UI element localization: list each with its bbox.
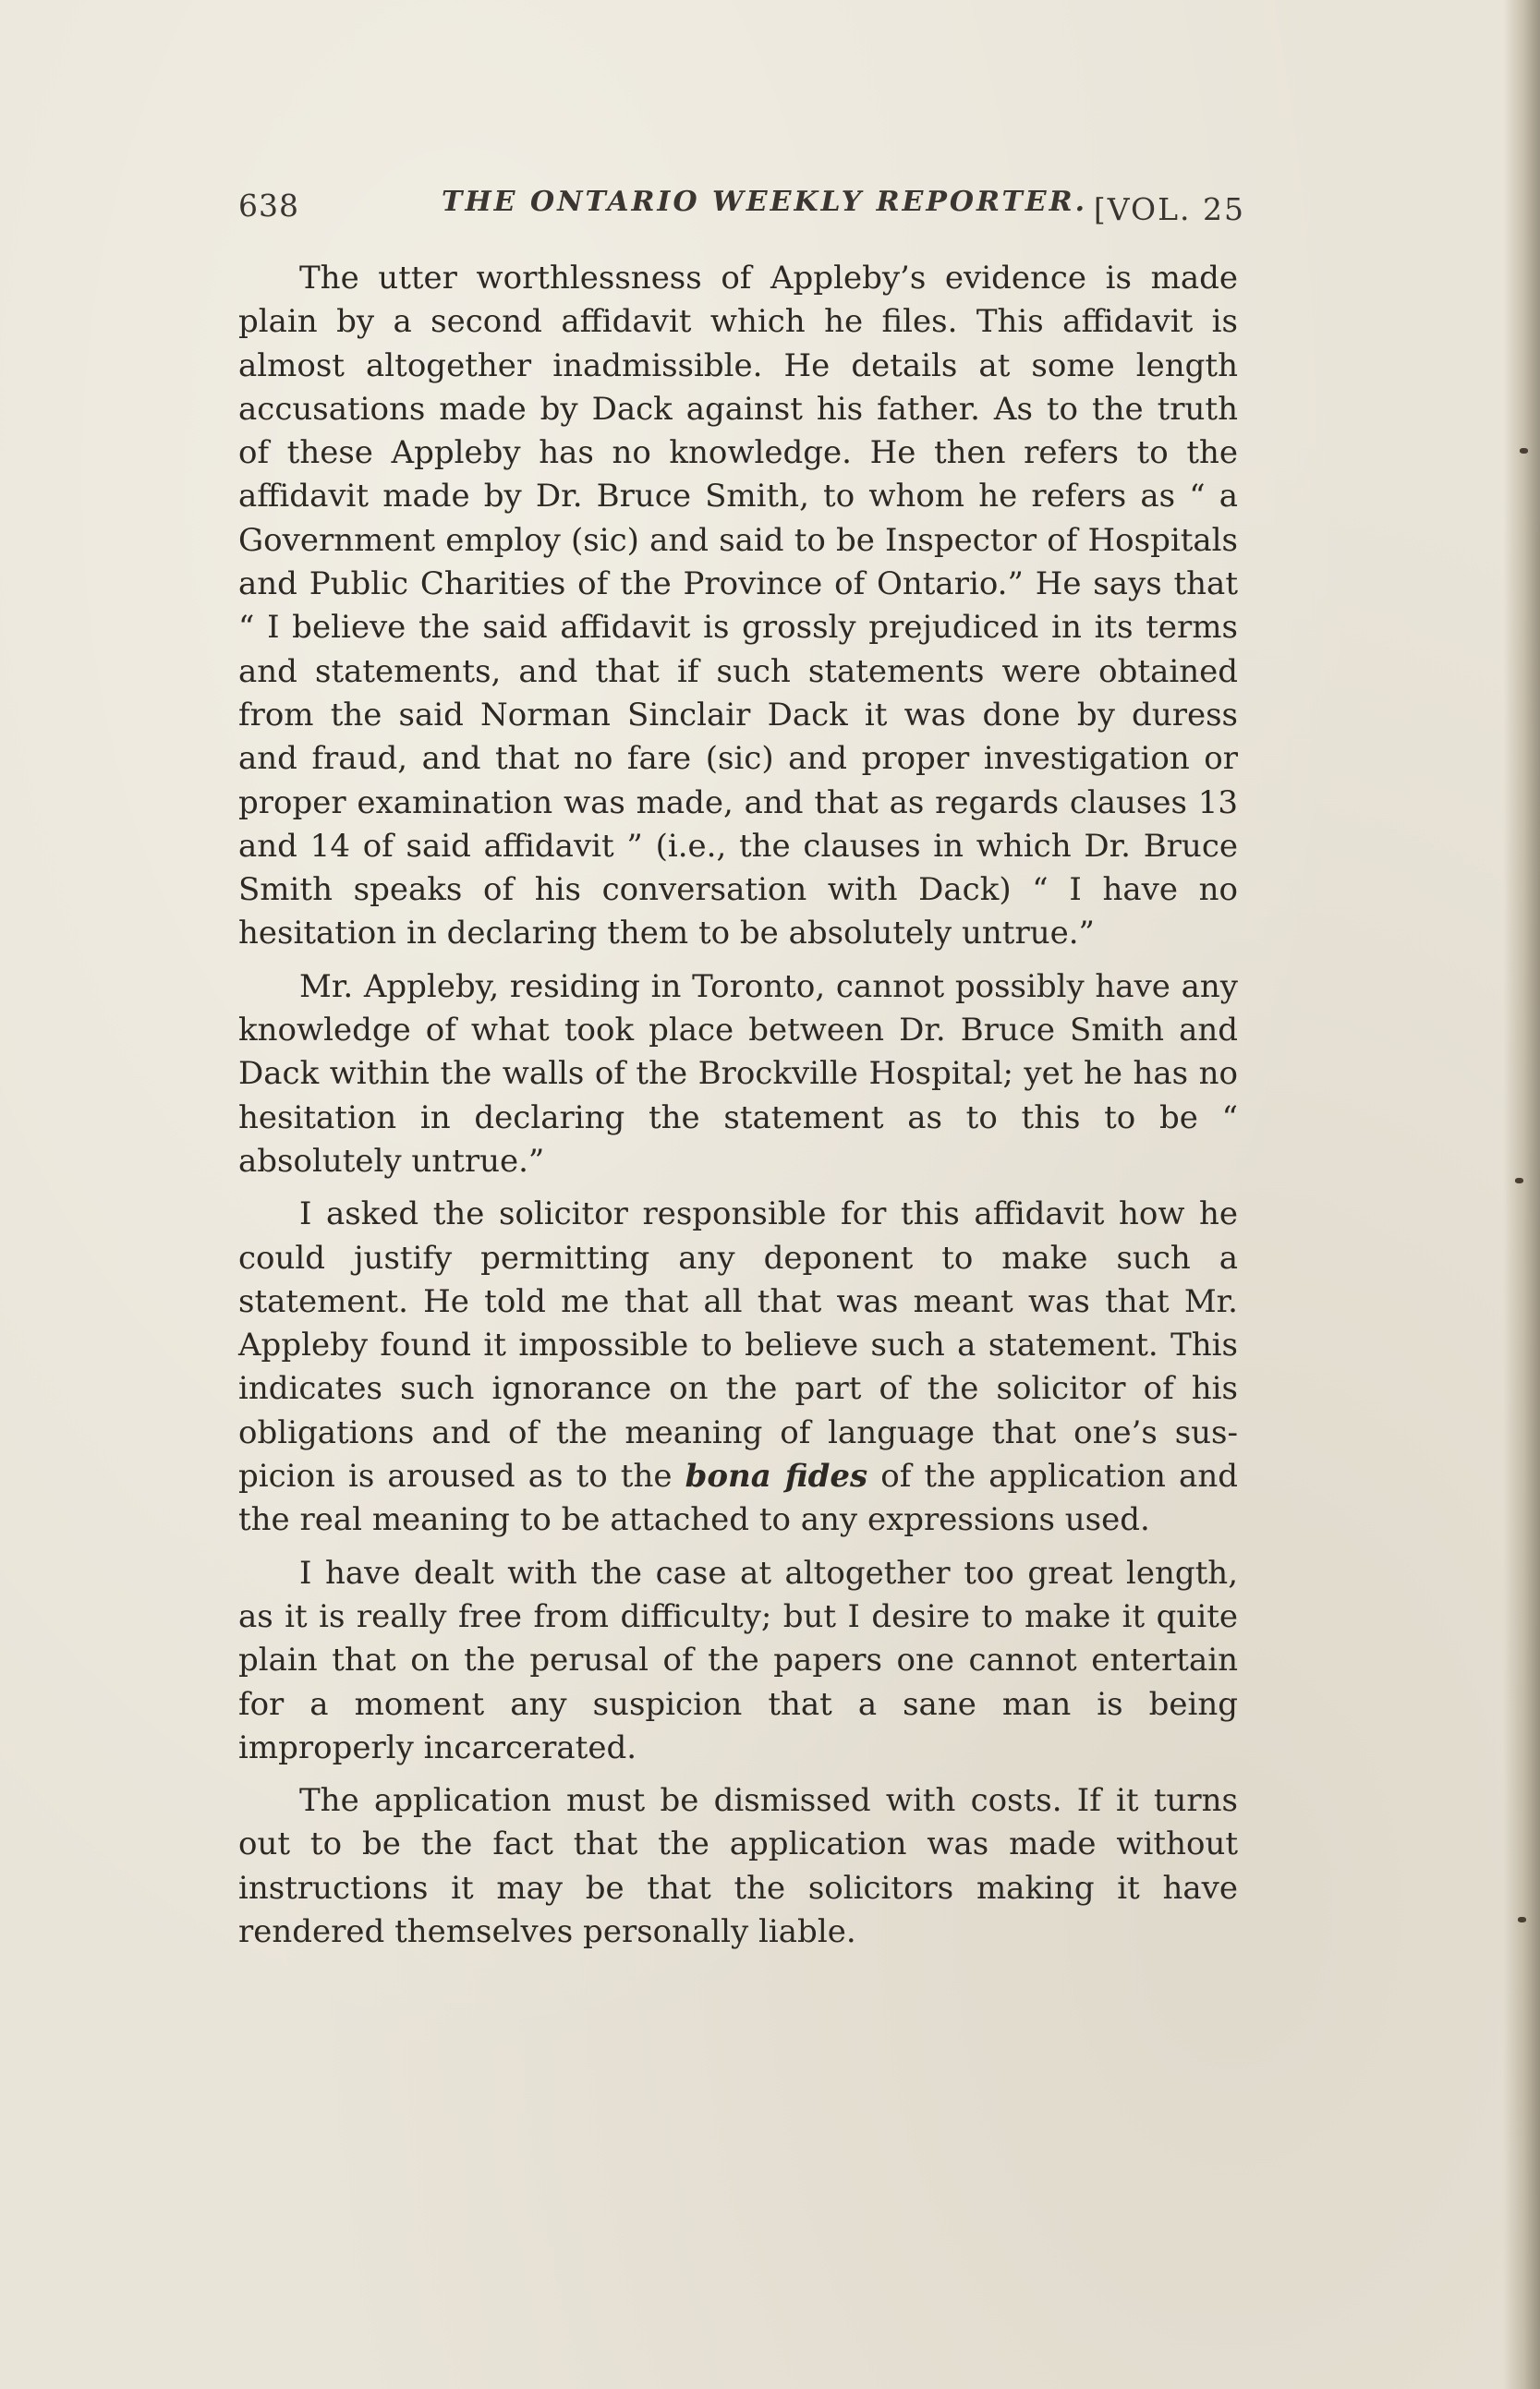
paper-speck: [1520, 448, 1528, 454]
paragraph-solicitor-part2: of the application and the real meaning to be attached to any expressions used.: [238, 1458, 1238, 1539]
paper-speck: [1518, 1917, 1526, 1922]
volume-label: [VOL. 25: [1093, 191, 1245, 227]
paragraph-appleby-affidavit: The utter worthlessness of Appleby’s evidence is made plain by a second affidavit which he files. This affidavit is almost altogether inadmissible. He details at some length accusations made by Dack against his father. As to the truth of these Appleby has no knowledge. He then refers to the affidavit made by Dr. Bruce Smith, to whom he refers as “ a Government employ (sic) and said to be Inspector of Hospitals and Public Charities of the Province of Ontario.” He says that “ I believe the said affidavit is grossly prejudiced in its terms and statements, and that if such statements were obtained from the said Norman Sinclair Dack it was done by duress and fraud, and that no fare (sic) and proper investigation or proper examination was made, and that as regards clauses 13 and 14 of said affidavit ” (i.e., the clauses in which Dr. Bruce Smith speaks of his conversation with Dack) “ I have no hesitation in declaring them to be absolutely untrue.”: [238, 260, 1238, 952]
paragraph-toronto: Mr. Appleby, residing in Toronto, cannot possibly have any knowledge of what took place between Dr. Bruce Smith and Dack within the walls of the Brockville Hospital; yet he has no hesitation in declaring the statement as to this to be “ absolutely untrue.”: [238, 967, 1238, 1180]
paper-speck: [1515, 1178, 1523, 1183]
page-edge-shadow: [1503, 0, 1540, 2389]
paragraph-dismissed: The application must be dismissed with costs. If it turns out to be the fact that the application was made without instructions it may be that the solicitors making it have rendered themselves personally liable.: [238, 1782, 1238, 1950]
bona-fides-emphasis: bona fides: [685, 1458, 868, 1496]
paragraph-solicitor: [238, 1193, 1238, 1542]
journal-title: THE ONTARIO WEEKLY REPORTER.: [442, 186, 1088, 218]
paragraph-dealt-with-case: I have dealt with the case at altogether too great length, as it is really free from difficulty; but I desire to make it quite plain that on the perusal of the papers one cannot entertain for a moment any suspicion that a sane man is being improperly incarcerated.: [238, 1554, 1238, 1766]
running-head: [238, 180, 1245, 236]
page-number: 638: [238, 188, 299, 224]
paragraph-solicitor-part1: I asked the solicitor responsible for this affidavit how he could justify permitting any deponent to make such a statement. He told me that all that was meant was that Mr. Appleby found it impossible to believe such a statement. This indicates such ignorance on the part of the solicitor of his obligations and of the meaning of language that one’s suspicion is aroused as to the: [238, 1195, 1238, 1496]
body-text: [238, 257, 1238, 1963]
